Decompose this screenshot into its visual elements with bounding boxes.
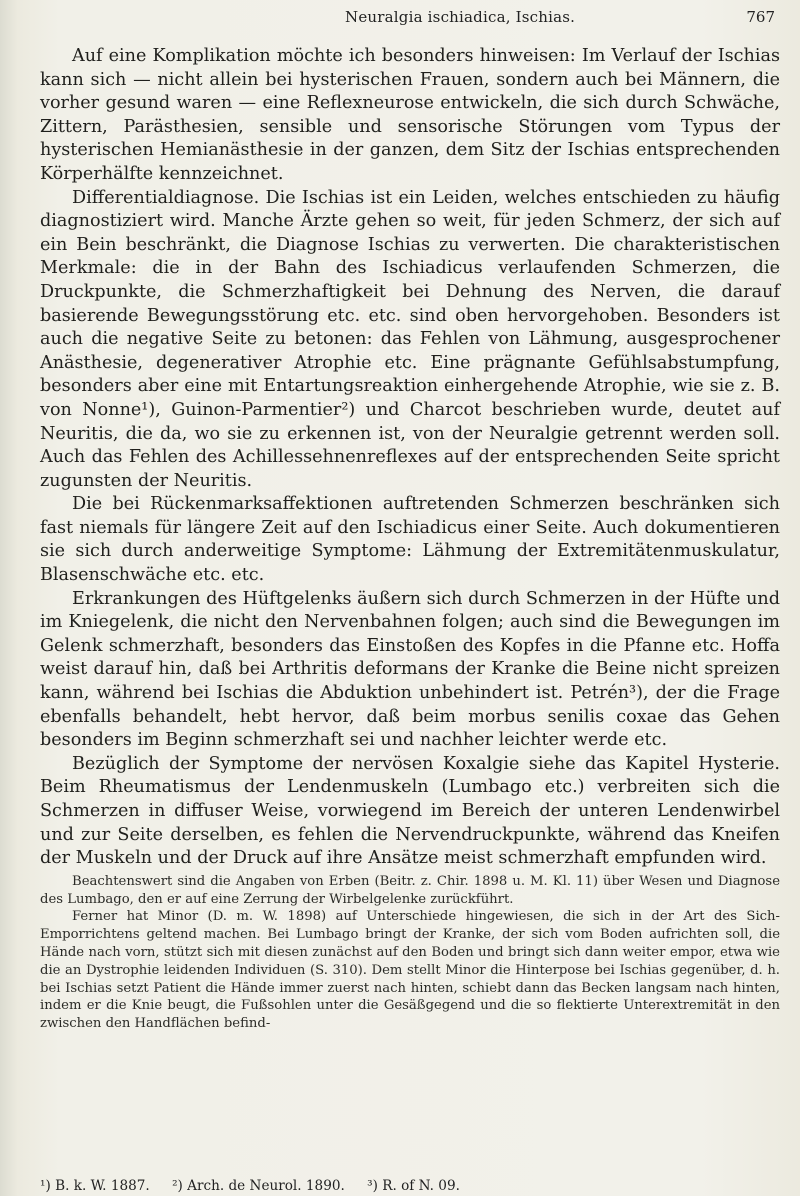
small-print-minor: Ferner hat Minor (D. m. W. 1898) auf Unterschiede hingewiesen, die sich in der Art des Sich-Emporrichtens geltend machen. Bei Lumbago bringt der Kranke, der sich vom Boden aufrichten soll, die Hände nach vorn, stützt sich mit diesen zunächst auf den Boden und bringt sich dann weiter empor, etwa wie die an Dystrophie leidenden Individuen (S. 310). Dem stellt Minor die Hinterpose bei Ischias gegenüber, d. h. bei Ischias setzt Patient die Hände immer zuerst nach hinten, schiebt dann das Becken langsam nach hinten, indem er die Knie beugt, die Fußsohlen unter die Gesäßgegend und die so flektierte Unterextremität in den zwischen den Handflächen befind- bbox=[40, 909, 780, 1032]
running-head: Neuralgia ischiadica, Ischias. bbox=[345, 8, 576, 26]
footnote-2: ²) Arch. de Neurol. 1890. bbox=[172, 1178, 345, 1194]
footnotes bbox=[40, 1178, 780, 1194]
small-print-section bbox=[40, 873, 780, 1033]
page-number: 767 bbox=[746, 8, 775, 26]
main-text bbox=[40, 45, 780, 1033]
paragraph-koxalgie: Bezüglich der Symptome der nervösen Koxalgie siehe das Kapitel Hysterie. Beim Rheumatismus der Lendenmuskeln (Lumbago etc.) verbreiten sich die Schmerzen in diffuser Weise, vorwiegend im Bereich der unteren Lendenwirbel und zur Seite derselben, es fehlen die Nervendruckpunkte, während das Kneifen der Muskeln und der Druck auf ihre Ansätze meist schmerzhaft empfunden wird. bbox=[40, 753, 780, 869]
paragraph-rueckenmark: Die bei Rückenmarksaffektionen auftretenden Schmerzen beschränken sich fast niemals für längere Zeit auf den Ischiadicus einer Seite. Auch dokumentieren sie sich durch anderweitige Symptome: Lähmung der Extremitätenmuskulatur, Blasenschwäche etc. etc. bbox=[40, 494, 780, 586]
small-print-erben: Beachtenswert sind die Angaben von Erben (Beitr. z. Chir. 1898 u. M. Kl. 11) über Wesen und Diagnose des Lumbago, den er auf eine Zerrung der Wirbelgelenke zurückführt. bbox=[40, 873, 780, 907]
paragraph-reflexneurose: Auf eine Komplikation möchte ich besonders hinweisen: Im Verlauf der Ischias kann sich — nicht allein bei hysterischen Frauen, sondern auch bei Männern, die vorher gesund waren — eine Reflexneurose entwickeln, die sich durch Schwäche, Zittern, Parästhesien, sensible und sensorische Störungen vom Typus der hysterischen Hemianästhesie in der ganzen, dem Sitz der Ischias entsprechenden Körperhälfte kennzeichnet. bbox=[40, 46, 780, 184]
footnote-3: ³) R. of N. 09. bbox=[367, 1178, 460, 1194]
paragraph-hueftgelenk: Erkrankungen des Hüftgelenks äußern sich durch Schmerzen in der Hüfte und im Kniegelenk, die nicht den Nervenbahnen folgen; auch sind die Bewegungen im Gelenk schmerzhaft, besonders das Einstoßen des Kopfes in die Pfanne etc. Hoffa weist darauf hin, daß bei Arthritis deformans der Kranke die Beine nicht spreizen kann, während bei Ischias die Abduktion unbehindert ist. Petrén³), der die Frage ebenfalls behandelt, hebt hervor, daß beim morbus senilis coxae das Gehen besonders im Beginn schmerzhaft sei und nachher leichter werde etc. bbox=[40, 588, 780, 751]
paragraph-differentialdiagnose: Differentialdiagnose. Die Ischias ist ein Leiden, welches entschieden zu häufig diagnostiziert wird. Manche Ärzte gehen so weit, für jeden Schmerz, der sich auf ein Bein beschränkt, die Diagnose Ischias zu verwerten. Die charakteristischen Merkmale: die in der Bahn des Ischiadicus verlaufenden Schmerzen, die Druckpunkte, die Schmerzhaftigkeit bei Dehnung des Nerven, die darauf basierende Bewegungsstörung etc. etc. sind oben hervorgehoben. Besonders ist auch die negative Seite zu betonen: das Fehlen von Lähmung, ausgesprochener Anästhesie, degenerativer Atrophie etc. Eine prägnante Gefühlsabstumpfung, besonders aber eine mit Entartungsreaktion einhergehende Atrophie, wie sie z. B. von Nonne¹), Guinon-Parmentier²) und Charcot beschrieben wurde, deutet auf Neuritis, die da, wo sie zu erkennen ist, von der Neuralgie getrennt werden soll. Auch das Fehlen des Achillessehnenreflexes auf der entsprechenden Seite spricht zugunsten der Neuritis. bbox=[40, 187, 780, 491]
footnote-1: ¹) B. k. W. 1887. bbox=[40, 1178, 150, 1194]
